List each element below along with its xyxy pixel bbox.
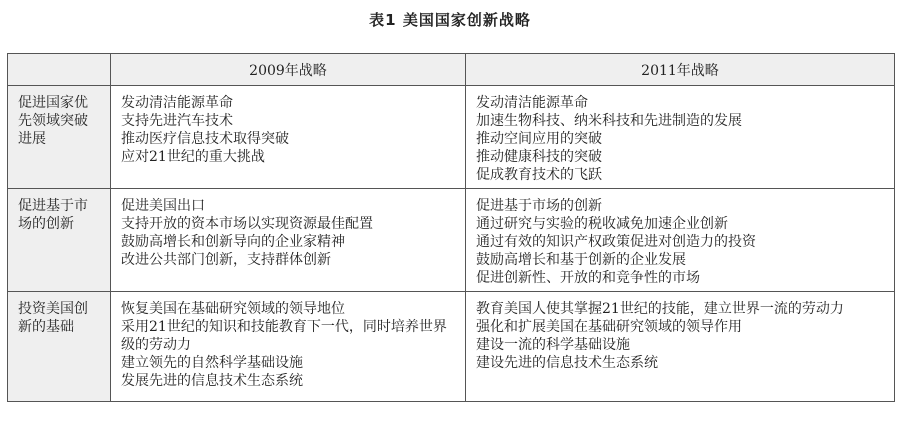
cell-2011 (466, 86, 895, 189)
cell-2009 (111, 292, 466, 402)
list-item: 推动空间应用的突破 (476, 131, 602, 147)
cell-2009 (111, 189, 466, 292)
table-row (8, 189, 895, 292)
list-item: 推动医疗信息技术取得突破 (121, 131, 289, 147)
row-label: 促进基于市场的创新 (8, 189, 111, 292)
cell-2011 (466, 292, 895, 402)
table-row (8, 292, 895, 402)
header-row (8, 54, 895, 86)
list-item: 发动清洁能源革命 (476, 95, 588, 111)
list-item: 支持开放的资本市场以实现资源最佳配置 (121, 216, 373, 232)
list-item: 促进美国出口 (121, 198, 205, 214)
list-item: 采用21世纪的知识和技能教育下一代，同时培养世界级的劳动力 (121, 319, 447, 353)
list-item: 推动健康科技的突破 (476, 149, 602, 165)
row-label: 促进国家优先领域突破进展 (8, 86, 111, 189)
strategy-table (7, 53, 895, 402)
list-item: 鼓励高增长和创新导向的企业家精神 (121, 234, 345, 250)
list-item: 恢复美国在基础研究领域的领导地位 (121, 301, 345, 317)
list-item: 教育美国人使其掌握21世纪的技能，建立世界一流的劳动力 (476, 301, 844, 317)
cell-2009 (111, 86, 466, 189)
list-item: 发展先进的信息技术生态系统 (121, 373, 303, 389)
list-item: 促成教育技术的飞跃 (476, 167, 602, 183)
list-item: 促进创新性、开放的和竞争性的市场 (476, 270, 700, 286)
list-item: 改进公共部门创新，支持群体创新 (121, 252, 331, 268)
list-item: 通过研究与实验的税收减免加速企业创新 (476, 216, 728, 232)
list-item: 建立领先的自然科学基础设施 (121, 355, 303, 371)
list-item: 鼓励高增长和基于创新的企业发展 (476, 252, 686, 268)
row-label: 投资美国创新的基础 (8, 292, 111, 402)
list-item: 建设先进的信息技术生态系统 (476, 355, 658, 371)
header-corner (8, 54, 111, 86)
table-row (8, 86, 895, 189)
list-item: 支持先进汽车技术 (121, 113, 233, 129)
list-item: 应对21世纪的重大挑战 (121, 149, 265, 165)
header-2011: 2011年战略 (466, 54, 895, 86)
list-item: 建设一流的科学基础设施 (476, 337, 630, 353)
list-item: 发动清洁能源革命 (121, 95, 233, 111)
cell-2011 (466, 189, 895, 292)
table-title: 表1 美国国家创新战略 (369, 11, 531, 29)
list-item: 加速生物科技、纳米科技和先进制造的发展 (476, 113, 742, 129)
list-item: 促进基于市场的创新 (476, 198, 602, 214)
header-2009: 2009年战略 (111, 54, 466, 86)
list-item: 通过有效的知识产权政策促进对创造力的投资 (476, 234, 756, 250)
list-item: 强化和扩展美国在基础研究领域的领导作用 (476, 319, 742, 335)
